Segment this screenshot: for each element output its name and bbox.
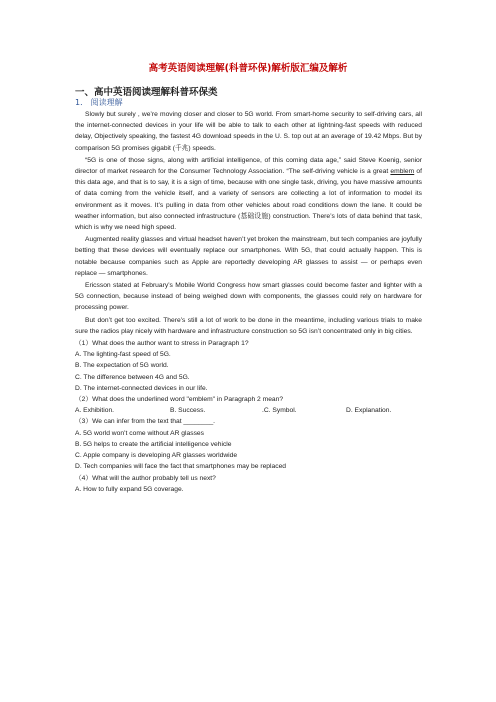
paragraph-text: of this data age, and that is to say, it is a sign of time, because with one single task, driving, you have massive amounts of data coming from the vehicle itself, and a variety of sensors are collecting a lot of information to model its environment as it moves. It’s pulling in data from other vehicles about road conditions down the lane. It could be weather information, but also connected infrastructure (基础设施) construction. There’s lots of data behind that task, which is why we need high speed.: [75, 168, 422, 232]
document-body: [75, 109, 422, 495]
subheading: 1． 阅读理解: [75, 98, 123, 107]
paragraph-text: “5G is one of those signs, along with artificial intelligence, of this coming data age,” said Steve Koenig, senior director of market research for the Consumer Technology Association. “The self-driving vehicle is a great: [75, 156, 422, 176]
question-2-options: [75, 405, 422, 416]
paragraph-1: [75, 109, 422, 154]
paragraph-2: [75, 155, 422, 233]
question-1-stem: （1）What does the author want to stress in Paragraph 1?: [75, 340, 249, 348]
paragraph-text: Augmented reality glasses and virtual headset haven’t yet broken the mainstream, but tech companies are joyfully betting that these devices will eventually replace our smartphones. With 5G, that could actually happen. This is notable because companies such as Apple are reportedly developing AR glasses to assist — or perhaps even replace — smartphones.: [75, 236, 422, 277]
paragraph-4: [75, 280, 422, 314]
question-2-option-d: D. Explanation.: [346, 407, 392, 415]
document-title: 高考英语阅读理解(科普环保)解析版汇编及解析: [148, 63, 348, 74]
paragraph-3: [75, 234, 422, 279]
question-3-option-b: B. 5G helps to create the artificial intelligence vehicle: [75, 440, 232, 448]
question-2-option-a: A. Exhibition.: [75, 407, 115, 415]
paragraph-text: Ericsson stated at February’s Mobile World Congress how smart glasses could become faster and lighter with a 5G connection, because instead of being weighed down with components, the glasses could rely on hardware for processing power.: [75, 282, 422, 312]
paragraph-text: Slowly but surely , we’re moving closer and closer to 5G world. From smart-home security to self-driving cars, all the internet-connected devices in your life will be able to talk to each other at lightning-fast speeds with reduced delay, Objectively speaking, the fastest 4G download speeds in the U. S. top out at an average of 19.42 Mbps. But by comparison 5G promises gigabit (千兆) speeds.: [75, 111, 422, 152]
section-heading: 一、高中英语阅读理解科普环保类: [75, 87, 218, 98]
paragraph-text: But don’t get too excited. There’s still a lot of work to be done in the meantime, including various trials to make sure the radios play nicely with hardware and infrastructure construction so 5G isn’t concentrated only in big cities.: [75, 316, 422, 335]
question-4-option-a: A. How to fully expand 5G coverage.: [75, 485, 184, 493]
question-1-option-d: D. The internet-connected devices in our life.: [75, 384, 208, 392]
question-3-stem: （3）We can infer from the text that ________.: [75, 418, 216, 426]
question-2-option-c: .C. Symbol.: [262, 407, 297, 415]
question-2-option-b: B. Success.: [170, 407, 206, 415]
question-3-option-a: A. 5G world won’t come without AR glasses: [75, 429, 204, 437]
question-1-option-b: B. The expectation of 5G world.: [75, 362, 169, 370]
question-3-option-d: D. Tech companies will face the fact that smartphones may be replaced: [75, 463, 287, 471]
question-1-option-c: C. The difference between 4G and 5G.: [75, 373, 190, 381]
question-2-stem: （2）What does the underlined word "emblem" in Paragraph 2 mean?: [75, 396, 284, 404]
question-3-option-c: C. Apple company is developing AR glasses worldwide: [75, 452, 238, 460]
question-4-stem: （4）What will the author probably tell us next?: [75, 474, 216, 482]
question-1-option-a: A. The lighting-fast speed of 5G.: [75, 351, 171, 359]
paragraph-5: [75, 315, 422, 337]
underlined-word: emblem: [390, 168, 415, 176]
